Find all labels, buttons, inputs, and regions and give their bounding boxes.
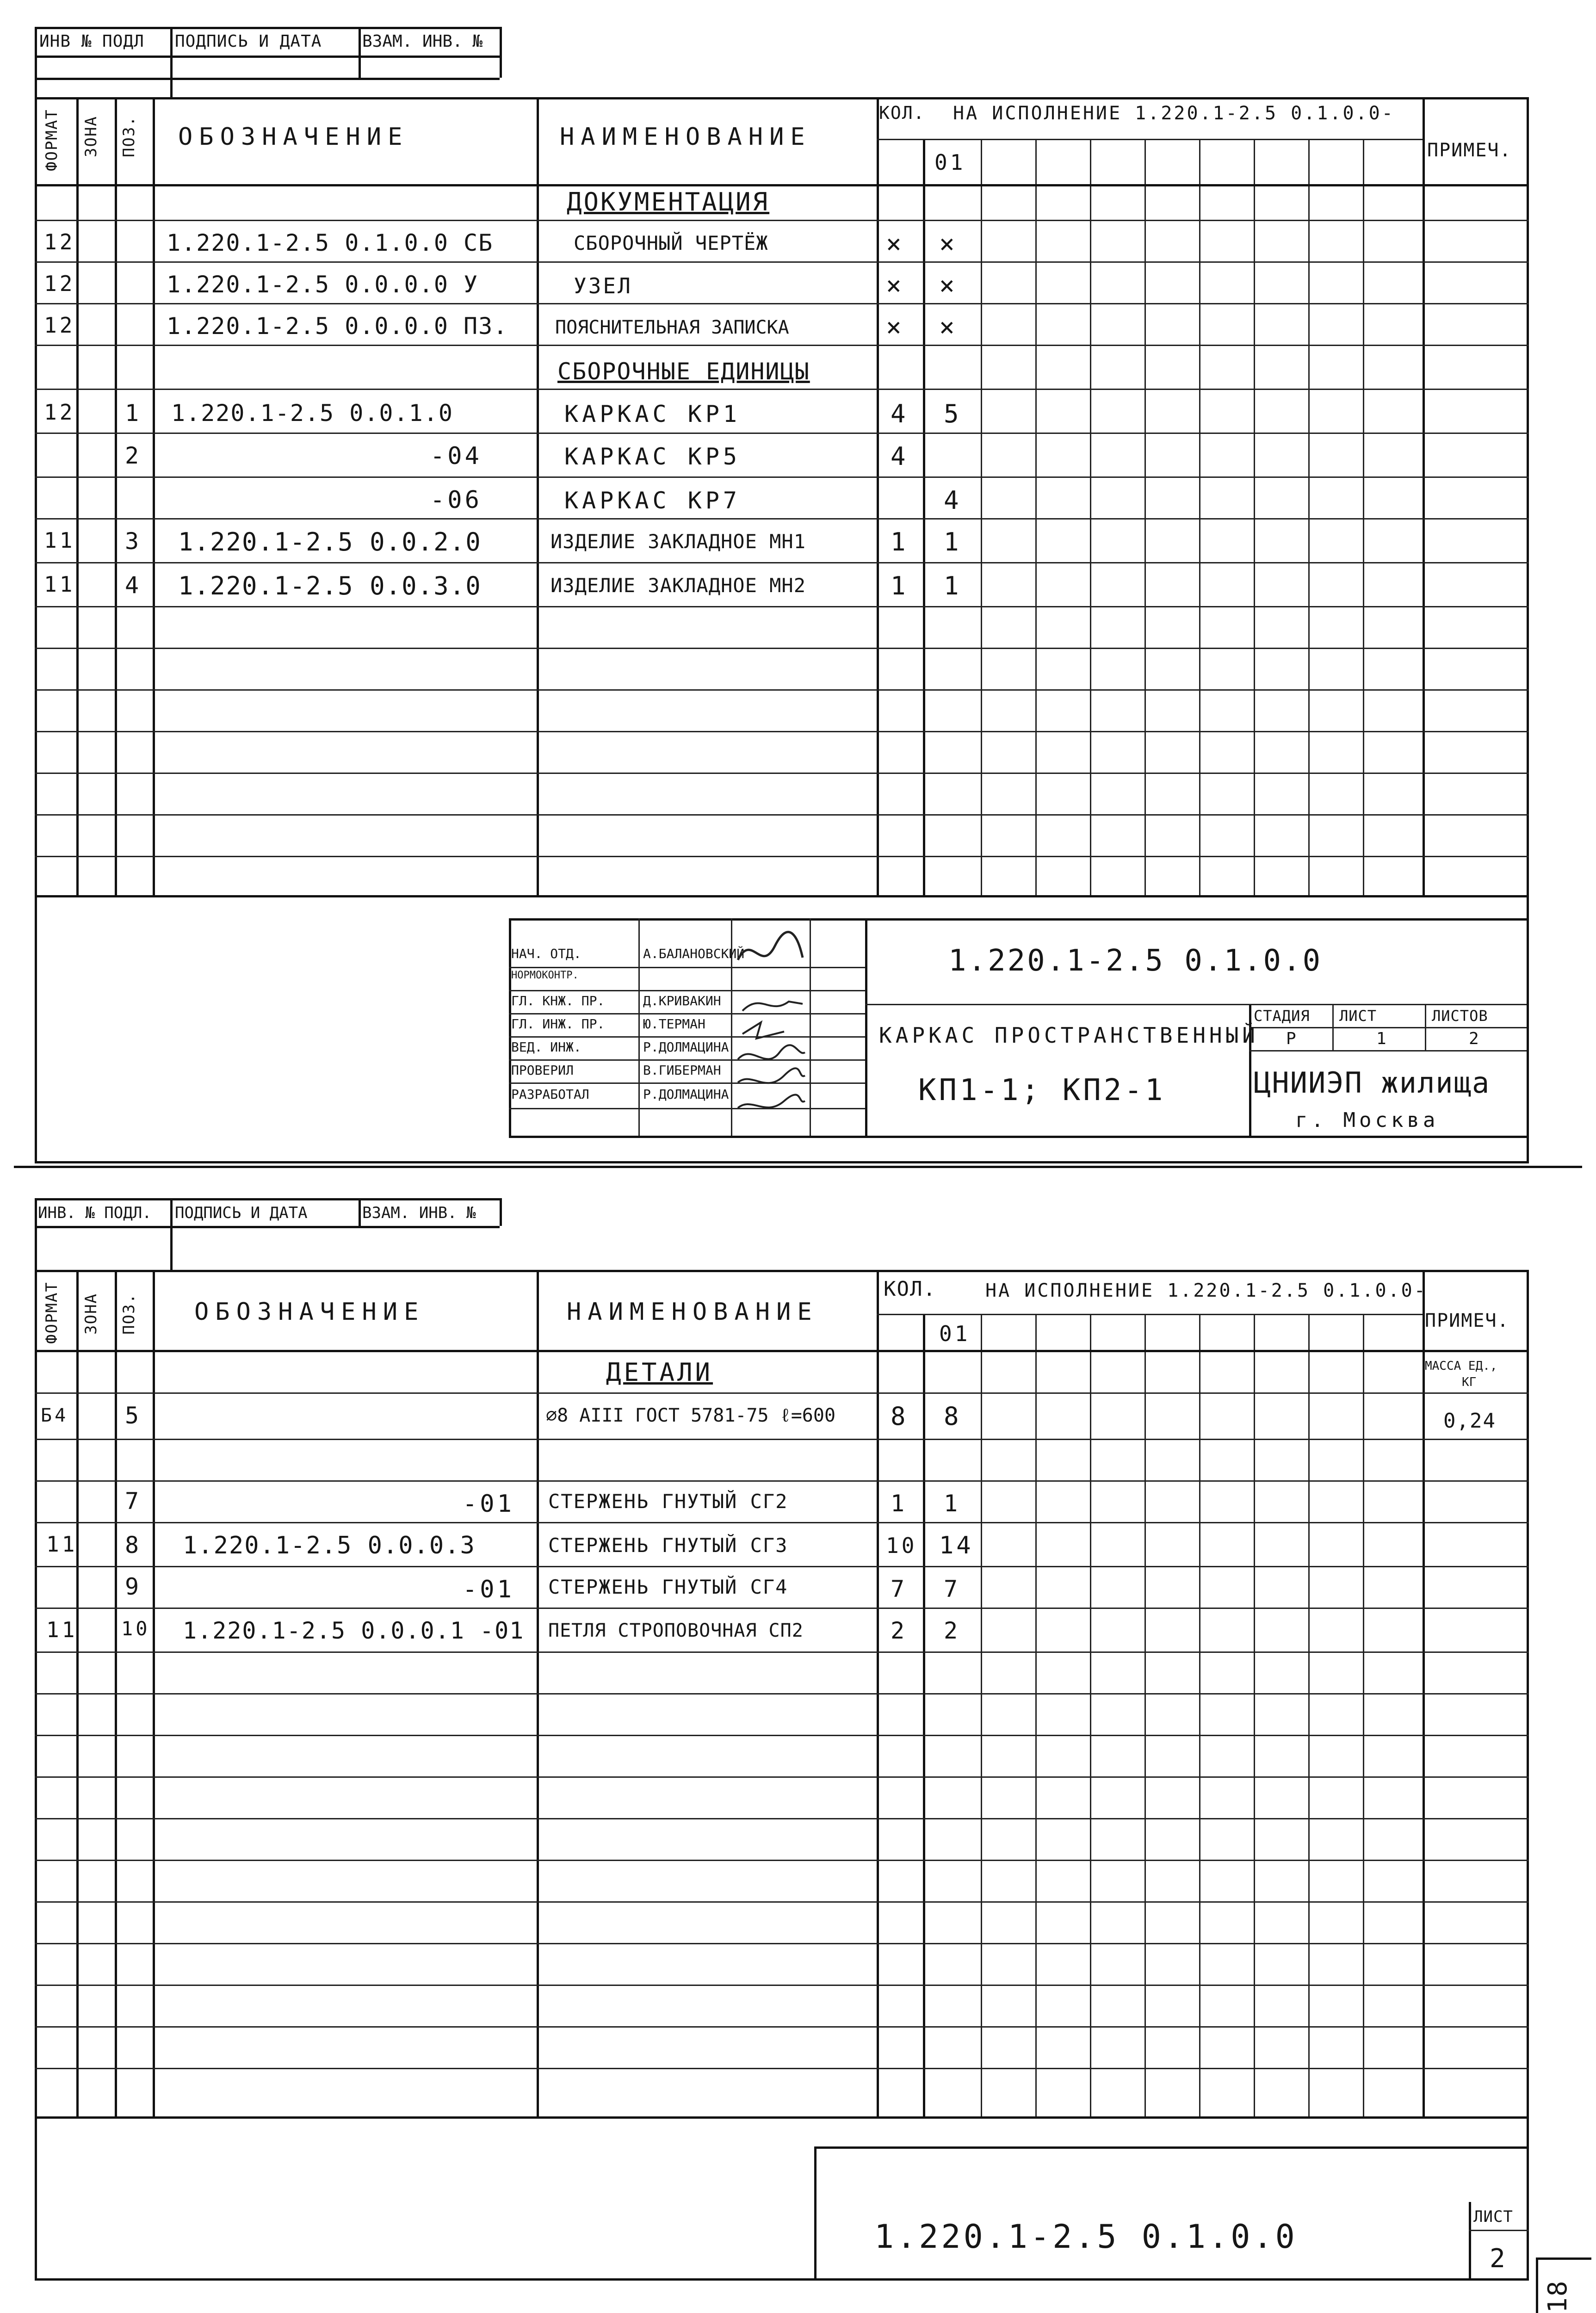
row-designation: 1.220.1-2.5 0.0.1.0 <box>171 400 453 427</box>
role: ГЛ. КНЖ. ПР. <box>511 993 605 1008</box>
row-qty1: 2 <box>891 1617 908 1644</box>
row-pos: 1 <box>125 400 142 427</box>
title-designation: 1.220.1-2.5 0.1.0.0 <box>948 944 1323 978</box>
row-pos: 9 <box>125 1573 142 1600</box>
row-designation: -01 <box>463 1490 514 1518</box>
sheets-label: ЛИСТОВ <box>1432 1007 1488 1025</box>
row-format: 11 <box>46 1532 78 1557</box>
row-name: ⌀8 АIII ГОСТ 5781-75 ℓ=600 <box>546 1405 836 1426</box>
role: ПРОВЕРИЛ <box>511 1063 574 1078</box>
header-name: НАИМЕНОВАНИЕ <box>560 123 811 151</box>
section-assemblies: СБОРОЧНЫЕ ЕДИНИЦЫ <box>557 358 810 385</box>
footer-designation: 1.220.1-2.5 0.1.0.0 <box>874 2218 1298 2256</box>
person: Д.КРИВАКИН <box>643 993 721 1008</box>
row-qty2: 5 <box>944 399 962 428</box>
row-qty1: × <box>886 271 904 301</box>
row-qty2: × <box>939 229 958 259</box>
person: Ю.ТЕРМАН <box>643 1016 705 1032</box>
header-execution: НА ИСПОЛНЕНИЕ 1.220.1-2.5 0.1.0.0- <box>953 103 1395 124</box>
row-name: ИЗДЕЛИЕ ЗАКЛАДНОЕ МН1 <box>551 530 806 553</box>
header-variant: 01 <box>939 1321 971 1346</box>
header-zone: ЗОНА <box>82 1293 100 1335</box>
row-name: СБОРОЧНЫЙ ЧЕРТЁЖ <box>574 232 768 254</box>
stamp-sign-label: ПОДПИСЬ И ДАТА <box>175 32 322 51</box>
sheet-label: ЛИСТ <box>1339 1007 1377 1025</box>
header-designation: ОБОЗНАЧЕНИЕ <box>178 123 409 151</box>
row-name: КАРКАС КР1 <box>564 401 741 427</box>
stamp-replace-label: ВЗАМ. ИНВ. № <box>362 32 483 51</box>
row-designation: -06 <box>430 486 482 514</box>
row-format: 12 <box>44 400 75 425</box>
row-qty2: 4 <box>944 486 962 515</box>
row-format: 12 <box>44 313 75 338</box>
note-mass-unit: КГ <box>1462 1375 1477 1389</box>
row-designation: -04 <box>430 442 482 470</box>
row-name: УЗЕЛ <box>574 273 632 298</box>
row-qty2: 1 <box>944 527 962 557</box>
row-qty1: 7 <box>891 1576 908 1602</box>
header-format: ФОРМАТ <box>43 109 61 171</box>
title-line1: КАРКАС ПРОСТРАНСТВЕННЫЙ <box>879 1023 1259 1048</box>
row-qty2: 1 <box>944 1490 961 1517</box>
stage-label: СТАДИЯ <box>1254 1007 1310 1025</box>
title-line2: КП1-1; КП2-1 <box>918 1073 1166 1107</box>
row-pos: 7 <box>125 1488 142 1515</box>
row-designation: 1.220.1-2.5 0.0.0.0 У <box>167 271 479 298</box>
row-designation: -01 <box>463 1576 514 1603</box>
header-zone: ЗОНА <box>82 116 100 157</box>
stage-value: Р <box>1286 1029 1299 1048</box>
stamp-sign-label: ПОДПИСЬ И ДАТА <box>175 1204 308 1222</box>
row-qty1: × <box>886 229 904 259</box>
row-name: ИЗДЕЛИЕ ЗАКЛАДНОЕ МН2 <box>551 574 806 597</box>
row-note: 0,24 <box>1443 1409 1496 1433</box>
row-qty2: × <box>939 312 958 342</box>
row-name: СТЕРЖЕНЬ ГНУТЫЙ СГ3 <box>548 1534 788 1557</box>
header-note: ПРИМЕЧ. <box>1427 140 1512 161</box>
stamp-inv-label: ИНВ. № ПОДЛ. <box>38 1204 152 1222</box>
row-qty2: 14 <box>939 1532 974 1559</box>
row-designation: 1.220.1-2.5 0.1.0.0 СБ <box>167 229 494 256</box>
row-designation: 1.220.1-2.5 0.0.0.1 -01 <box>183 1617 525 1644</box>
header-format: ФОРМАТ <box>43 1281 61 1344</box>
row-designation: 1.220.1-2.5 0.0.2.0 <box>178 527 482 557</box>
row-name: ПОЯСНИТЕЛЬНАЯ ЗАПИСКА <box>555 317 789 338</box>
row-qty1: 4 <box>891 399 909 428</box>
row-qty1: 1 <box>891 527 909 557</box>
person: В.ГИБЕРМАН <box>643 1063 721 1078</box>
person: А.БАЛАНОВСКИЙ <box>643 946 745 961</box>
role: НАЧ. ОТД. <box>511 946 581 961</box>
row-qty2: 2 <box>944 1617 961 1644</box>
row-designation: 1.220.1-2.5 0.0.0.3 <box>183 1532 476 1559</box>
row-format: 12 <box>44 271 75 296</box>
row-designation: 1.220.1-2.5 0.0.0.0 ПЗ. <box>167 313 508 340</box>
row-qty1: 1 <box>891 571 909 600</box>
org-city: г. Москва <box>1295 1108 1439 1132</box>
role: НОРМОКОНТР. <box>511 970 579 981</box>
row-pos: 8 <box>125 1532 142 1558</box>
footer-sheet-label: ЛИСТ <box>1473 2208 1513 2226</box>
row-qty1: 1 <box>891 1490 908 1517</box>
note-mass-label: МАССА ЕД., <box>1425 1359 1497 1373</box>
header-pos: ПОЗ. <box>120 116 138 157</box>
row-format: 11 <box>46 1617 78 1642</box>
row-name: КАРКАС КР5 <box>564 443 741 470</box>
header-qty: КОЛ. <box>884 1277 936 1301</box>
row-qty2: 8 <box>944 1402 962 1431</box>
row-qty1: 4 <box>891 442 909 471</box>
row-name: ПЕТЛЯ СТРОПОВОЧНАЯ СП2 <box>548 1620 804 1641</box>
row-pos: 4 <box>125 572 142 599</box>
role: РАЗРАБОТАЛ <box>511 1087 589 1102</box>
row-pos: 3 <box>125 528 142 555</box>
signatures <box>733 923 810 1133</box>
row-pos: 5 <box>125 1402 142 1429</box>
header-qty: КОЛ. <box>879 103 925 123</box>
row-qty2: × <box>939 271 958 301</box>
role: ВЕД. ИНЖ. <box>511 1039 581 1055</box>
row-name: КАРКАС КР7 <box>564 487 741 514</box>
row-name: СТЕРЖЕНЬ ГНУТЫЙ СГ4 <box>548 1576 788 1598</box>
person: Р.ДОЛМАЦИНА <box>643 1039 729 1055</box>
header-designation: ОБОЗНАЧЕНИЕ <box>194 1298 425 1326</box>
row-name: СТЕРЖЕНЬ ГНУТЫЙ СГ2 <box>548 1490 788 1513</box>
org-name: ЦНИИЭП жилища <box>1254 1066 1491 1100</box>
page-number: 18 <box>1543 2280 1573 2313</box>
sheets-value: 2 <box>1469 1029 1482 1048</box>
row-format: 11 <box>44 572 75 597</box>
stamp-replace-label: ВЗАМ. ИНВ. № <box>362 1204 476 1222</box>
stamp-inv-label: ИНВ № ПОДЛ <box>39 32 144 51</box>
sheet-value: 1 <box>1376 1029 1389 1048</box>
row-format: Б4 <box>41 1405 69 1426</box>
section-docs: ДОКУМЕНТАЦИЯ <box>567 187 770 216</box>
role: ГЛ. ИНЖ. ПР. <box>511 1016 605 1032</box>
row-qty2: 7 <box>944 1576 961 1602</box>
header-execution: НА ИСПОЛНЕНИЕ 1.220.1-2.5 0.1.0.0- <box>985 1280 1427 1301</box>
section-details: ДЕТАЛИ <box>606 1358 713 1387</box>
row-qty1: 10 <box>886 1533 917 1558</box>
header-name: НАИМЕНОВАНИЕ <box>567 1298 818 1326</box>
row-designation: 1.220.1-2.5 0.0.3.0 <box>178 571 482 600</box>
person: Р.ДОЛМАЦИНА <box>643 1087 729 1102</box>
row-qty2: 1 <box>944 571 962 600</box>
footer-sheet-number: 2 <box>1490 2244 1508 2274</box>
row-pos: 2 <box>125 442 142 469</box>
row-qty1: × <box>886 312 904 342</box>
header-variant: 01 <box>934 150 966 175</box>
row-format: 12 <box>44 229 75 254</box>
row-format: 11 <box>44 528 75 553</box>
header-note: ПРИМЕЧ. <box>1425 1310 1509 1331</box>
row-qty1: 8 <box>891 1402 909 1431</box>
row-pos: 10 <box>121 1617 150 1640</box>
header-pos: ПОЗ. <box>120 1293 138 1335</box>
